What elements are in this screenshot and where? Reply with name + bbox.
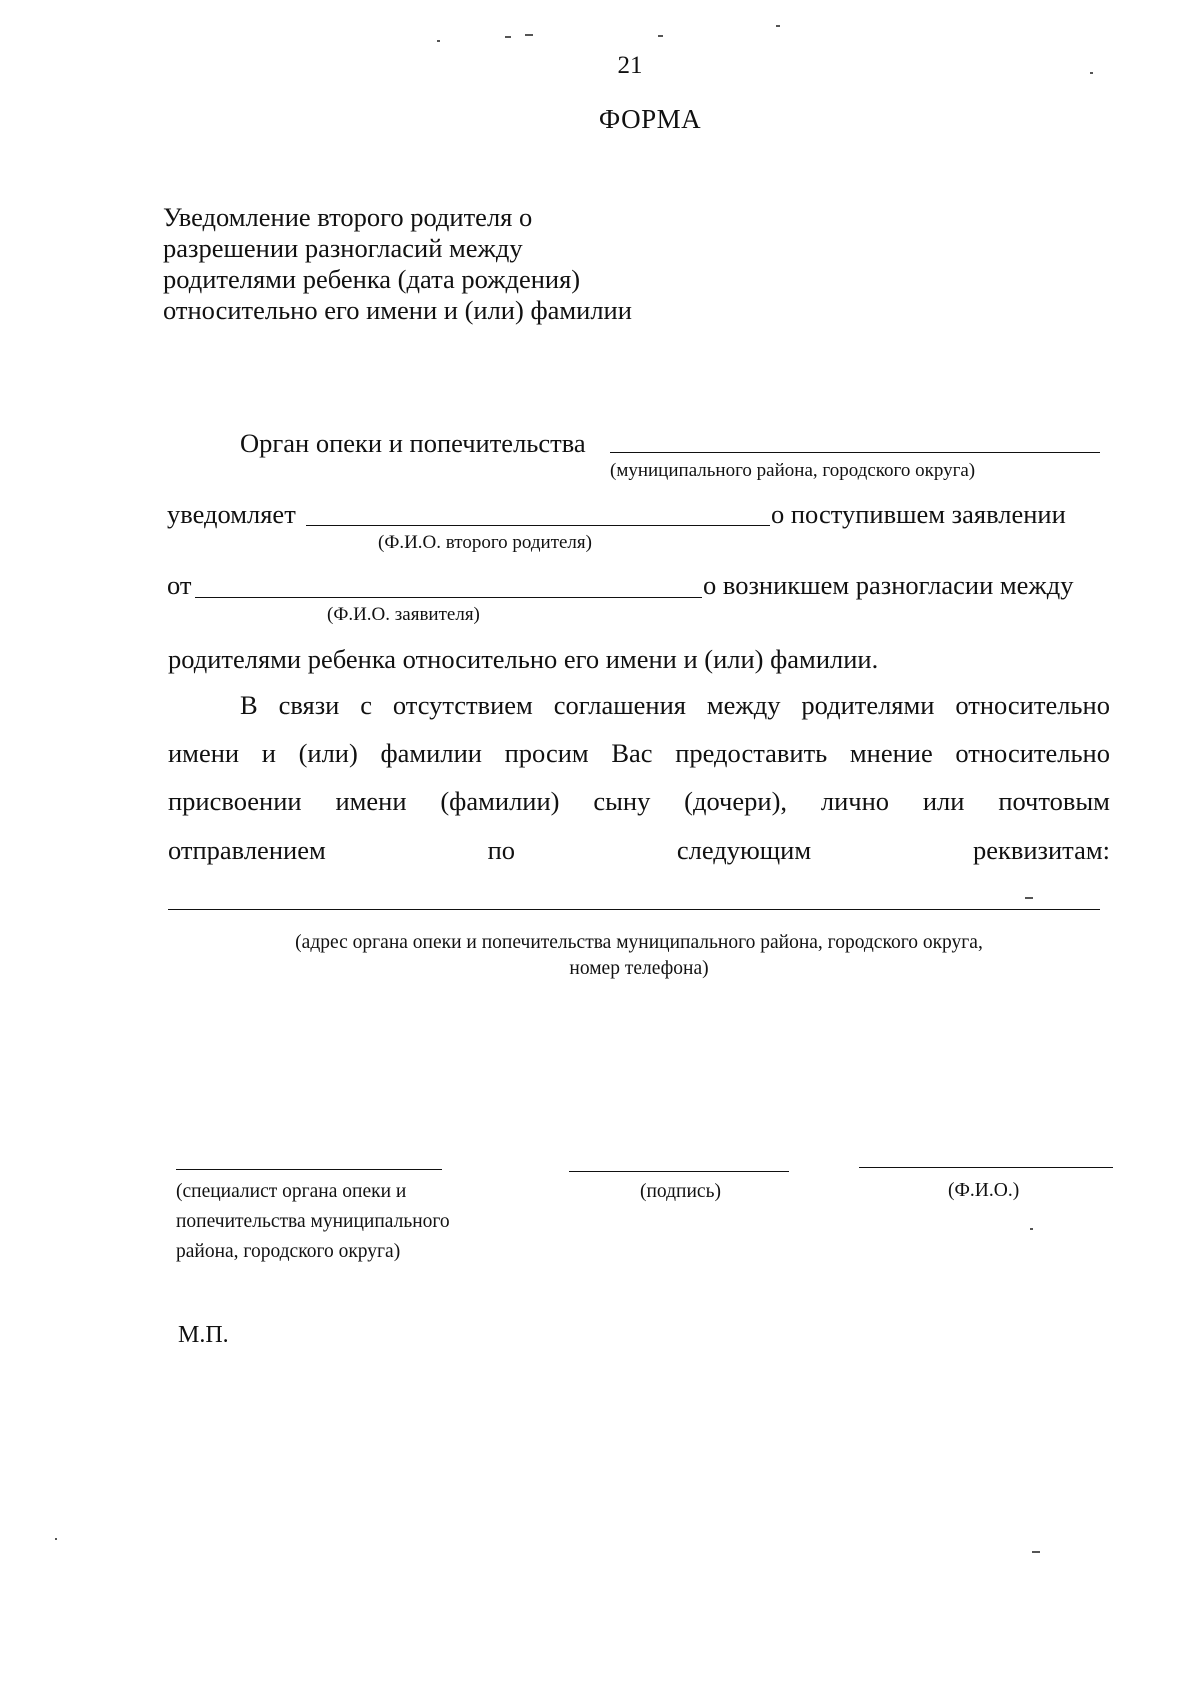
page-number: 21 (617, 52, 643, 79)
scan-speck (1032, 1551, 1040, 1553)
paragraph-line: отправлением по следующим реквизитам: (168, 835, 1110, 865)
scan-speck (55, 1538, 57, 1540)
authority-blank[interactable] (610, 452, 1100, 453)
scan-speck (437, 40, 440, 42)
disagreement-label: о возникшем разногласии между (703, 570, 1074, 600)
paragraph-line: имени и (или) фамилии просим Вас предоставить мнение относительно (168, 738, 1110, 768)
applicant-caption: (Ф.И.О. заявителя) (327, 604, 480, 625)
applicant-blank[interactable] (195, 597, 702, 598)
specialist-blank[interactable] (176, 1169, 442, 1170)
authority-label: Орган опеки и попечительства (240, 428, 586, 458)
title-line: относительно его имени и (или) фамилии (163, 295, 632, 325)
scan-speck (525, 34, 533, 36)
second-parent-caption: (Ф.И.О. второго родителя) (378, 532, 592, 553)
scan-speck (1025, 897, 1033, 899)
paragraph-line: присвоении имени (фамилии) сыну (дочери), лично или почтовым (168, 786, 1110, 816)
from-label: от (167, 570, 192, 600)
address-blank[interactable] (168, 909, 1100, 910)
title-line: родителями ребенка (дата рождения) (163, 264, 581, 294)
specialist-caption: (специалист органа опеки и попечительства муниципального района, городского округа) (176, 1181, 450, 1262)
title-line: разрешении разногласий между (163, 233, 523, 263)
fio-caption: (Ф.И.О.) (948, 1180, 1020, 1201)
application-received-label: о поступившем заявлении (771, 499, 1066, 529)
scan-speck (776, 25, 780, 27)
scan-speck (505, 36, 511, 38)
address-caption: (адрес органа опеки и попечительства муниципального района, городского округа, номер телефона) (295, 932, 983, 979)
signature-blank[interactable] (569, 1171, 789, 1172)
stamp-place: М.П. (178, 1322, 229, 1348)
fio-blank[interactable] (859, 1167, 1113, 1168)
scan-speck (658, 35, 663, 37)
form-title (163, 202, 632, 326)
title-line: Уведомление второго родителя о (163, 202, 533, 232)
scan-speck (1030, 1228, 1033, 1230)
notifies-label: уведомляет (167, 499, 296, 529)
paragraph-line: В связи с отсутствием соглашения между родителями относительно (240, 690, 1110, 720)
signature-caption: (подпись) (640, 1181, 721, 1202)
second-parent-blank[interactable] (306, 525, 770, 526)
form-label: ФОРМА (598, 104, 702, 134)
parents-line: родителями ребенка относительно его имени и (или) фамилии. (168, 644, 879, 674)
authority-caption: (муниципального района, городского округа) (610, 460, 976, 481)
